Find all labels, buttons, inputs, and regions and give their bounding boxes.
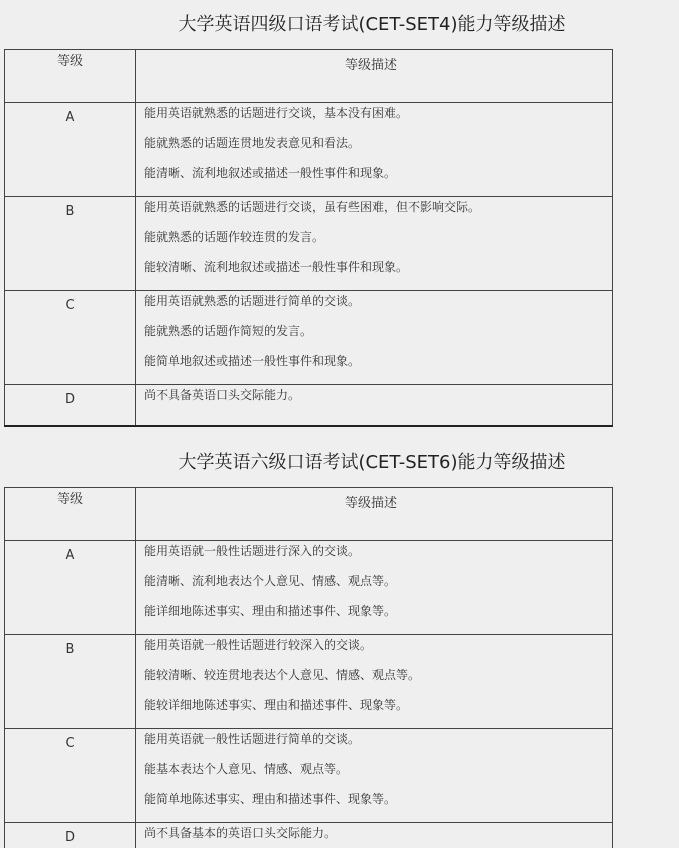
table-row xyxy=(5,385,613,427)
table-row xyxy=(5,823,613,848)
desc-line: 能用英语就熟悉的话题进行交谈，基本没有困难。 xyxy=(144,106,409,120)
level-cell: D xyxy=(5,823,136,848)
desc-cell xyxy=(136,103,613,197)
desc-line: 能基本表达个人意见、情感、观点等。 xyxy=(144,762,349,776)
desc-line: 能用英语就熟悉的话题进行交谈，虽有些困难，但不影响交际。 xyxy=(144,200,481,214)
desc-line: 能清晰、流利地叙述或描述一般性事件和现象。 xyxy=(144,166,397,180)
desc-line: 能简单地叙述或描述一般性事件和现象。 xyxy=(144,354,361,368)
table-row xyxy=(5,103,613,197)
table-row xyxy=(5,729,613,823)
table-row xyxy=(5,197,613,291)
desc-line: 能清晰、流利地表达个人意见、情感、观点等。 xyxy=(144,574,397,588)
cet6-title: 大学英语六级口语考试(CET-SET6)能力等级描述 xyxy=(178,452,566,473)
desc-line: 尚不具备基本的英语口头交际能力。 xyxy=(144,826,337,840)
desc-line: 能较清晰、较连贯地表达个人意见、情感、观点等。 xyxy=(144,668,421,682)
desc-line: 能较详细地陈述事实、理由和描述事件、现象等。 xyxy=(144,698,409,712)
desc-line: 能用英语就一般性话题进行简单的交谈。 xyxy=(144,732,361,746)
cet6-table xyxy=(4,487,613,848)
level-cell: B xyxy=(5,197,136,291)
cet4-title: 大学英语四级口语考试(CET-SET4)能力等级描述 xyxy=(178,14,566,35)
desc-line: 能用英语就熟悉的话题进行简单的交谈。 xyxy=(144,294,361,308)
level-cell: C xyxy=(5,729,136,823)
desc-cell xyxy=(136,197,613,291)
level-cell: C xyxy=(5,291,136,385)
header-desc: 等级描述 xyxy=(136,50,613,103)
desc-line: 能就熟悉的话题作简短的发言。 xyxy=(144,324,313,338)
table-header-row xyxy=(5,50,613,103)
desc-line: 尚不具备英语口头交际能力。 xyxy=(144,388,301,402)
desc-cell xyxy=(136,291,613,385)
header-level: 等级 xyxy=(5,50,136,103)
table-header-row xyxy=(5,488,613,541)
header-desc: 等级描述 xyxy=(136,488,613,541)
desc-cell xyxy=(136,729,613,823)
level-cell: B xyxy=(5,635,136,729)
desc-line: 能较清晰、流利地叙述或描述一般性事件和现象。 xyxy=(144,260,409,274)
table-row xyxy=(5,541,613,635)
table-row xyxy=(5,635,613,729)
desc-line: 能用英语就一般性话题进行深入的交谈。 xyxy=(144,544,361,558)
desc-cell xyxy=(136,385,613,427)
desc-line: 能就熟悉的话题作较连贯的发言。 xyxy=(144,230,325,244)
level-cell: A xyxy=(5,541,136,635)
desc-line: 能用英语就一般性话题进行较深入的交谈。 xyxy=(144,638,373,652)
desc-cell xyxy=(136,823,613,848)
table-row xyxy=(5,291,613,385)
desc-line: 能就熟悉的话题连贯地发表意见和看法。 xyxy=(144,136,361,150)
level-cell: A xyxy=(5,103,136,197)
level-cell: D xyxy=(5,385,136,427)
desc-cell xyxy=(136,635,613,729)
desc-cell xyxy=(136,541,613,635)
desc-line: 能简单地陈述事实、理由和描述事件、现象等。 xyxy=(144,792,397,806)
cet4-table xyxy=(4,49,613,427)
desc-line: 能详细地陈述事实、理由和描述事件、现象等。 xyxy=(144,604,397,618)
header-level: 等级 xyxy=(5,488,136,541)
